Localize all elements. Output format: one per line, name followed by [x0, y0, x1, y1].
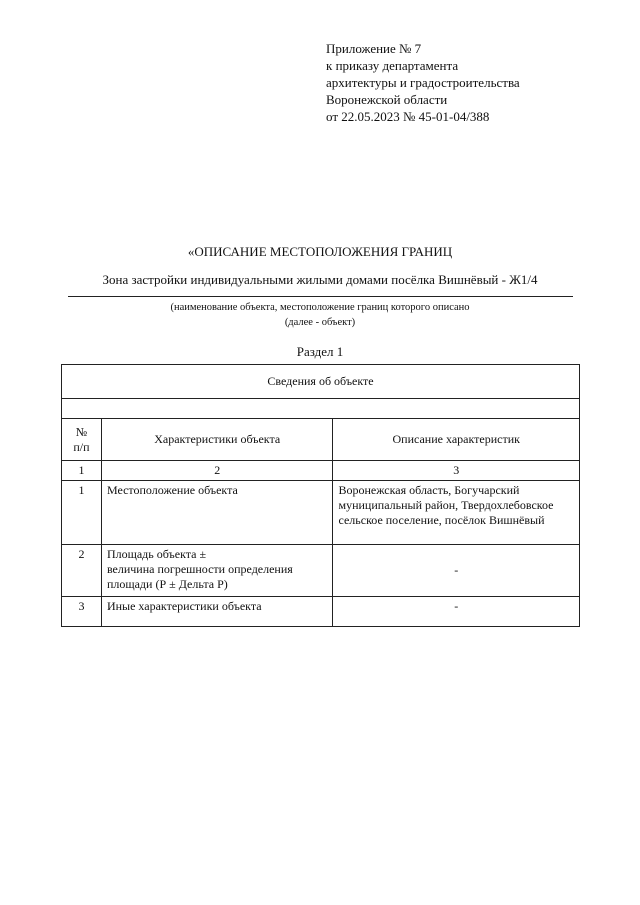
underline-divider	[68, 296, 573, 297]
characteristic-cell	[101, 545, 333, 597]
annex-header-line: Приложение № 7	[326, 41, 422, 56]
description-cell: -	[333, 597, 580, 627]
cell-line: Местоположение объекта	[106, 483, 238, 497]
row-number: 1	[62, 481, 102, 545]
annex-header	[326, 40, 520, 125]
cell-line: площади (Р ± Дельта Р)	[106, 577, 228, 591]
object-name: Зона застройки индивидуальными жилыми домами посёлка Вишнёвый - Ж1/4	[102, 272, 538, 287]
column-number: 2	[101, 461, 333, 481]
description-cell: -	[333, 545, 580, 597]
cell-line: Иные характеристики объекта	[106, 599, 262, 613]
num-header-line: п/п	[73, 439, 90, 454]
table-spacer-row	[62, 399, 580, 419]
table-header-row	[62, 419, 580, 461]
table-empty-cell	[62, 399, 580, 419]
cell-line: Воронежская область, Богучарский	[338, 483, 520, 497]
table-row	[62, 545, 580, 597]
description-header: Описание характеристик	[333, 419, 580, 461]
table-heading-row	[62, 365, 580, 399]
num-header-cell	[62, 419, 102, 461]
annex-header-line: к приказу департамента	[326, 58, 459, 73]
object-info-table	[61, 364, 580, 627]
annex-header-line: Воронежской области	[326, 92, 448, 107]
table-row	[62, 481, 580, 545]
num-header-line: №	[75, 424, 88, 439]
document-title: «ОПИСАНИЕ МЕСТОПОЛОЖЕНИЯ ГРАНИЦ	[187, 244, 453, 259]
cell-line: Площадь объекта ±	[106, 547, 207, 561]
annex-header-line: от 22.05.2023 № 45-01-04/388	[326, 109, 490, 124]
column-number: 1	[62, 461, 102, 481]
column-number: 3	[333, 461, 580, 481]
cell-line: величина погрешности определения	[106, 562, 293, 576]
characteristic-cell	[101, 481, 333, 545]
annex-header-line: архитектуры и градостроительства	[326, 75, 520, 90]
row-number: 2	[62, 545, 102, 597]
cell-line: муниципальный район, Твердохлебовское	[338, 498, 554, 512]
caption-line: (наименование объекта, местоположение границ которого описано	[170, 302, 470, 313]
object-caption	[0, 300, 640, 330]
cell-line: сельское поселение, посёлок Вишнёвый	[338, 513, 545, 527]
row-number: 3	[62, 597, 102, 627]
column-numbers-row	[62, 461, 580, 481]
section-title: Раздел 1	[296, 344, 344, 359]
table-row	[62, 597, 580, 627]
table-heading: Сведения об объекте	[62, 365, 580, 399]
description-cell	[333, 481, 580, 545]
characteristic-cell	[101, 597, 333, 627]
caption-line: (далее - объект)	[284, 317, 356, 328]
characteristic-header: Характеристики объекта	[101, 419, 333, 461]
